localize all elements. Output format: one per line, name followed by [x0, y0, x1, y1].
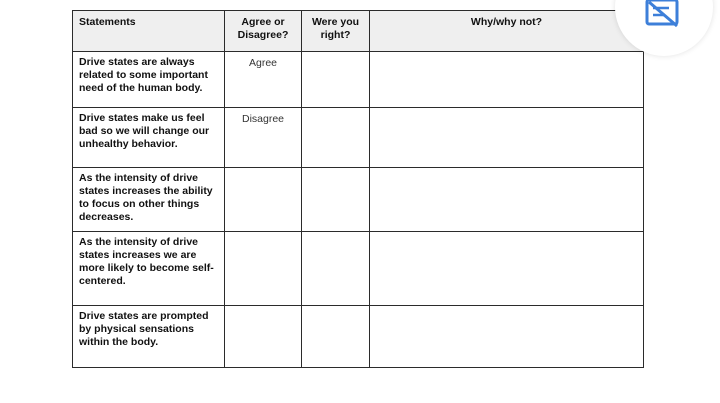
notes-off-icon — [645, 0, 681, 28]
statement-cell: Drive states are prompted by physical sensations within the body. — [73, 306, 225, 368]
header-agree-disagree: Agree or Disagree? — [225, 11, 302, 52]
why-cell[interactable] — [370, 306, 644, 368]
header-statements: Statements — [73, 11, 225, 52]
agree-disagree-cell[interactable] — [225, 168, 302, 232]
header-row — [73, 11, 644, 52]
table-row — [73, 52, 644, 108]
agree-disagree-cell[interactable]: Agree — [225, 52, 302, 108]
were-you-right-cell[interactable] — [302, 52, 370, 108]
header-why: Why/why not? — [370, 11, 644, 52]
table-row — [73, 108, 644, 168]
statement-cell: As the intensity of drive states increases the ability to focus on other things decreases. — [73, 168, 225, 232]
why-cell[interactable] — [370, 52, 644, 108]
table-row — [73, 306, 644, 368]
were-you-right-cell[interactable] — [302, 232, 370, 306]
statement-cell: Drive states are always related to some important need of the human body. — [73, 52, 225, 108]
agree-disagree-cell[interactable] — [225, 306, 302, 368]
why-cell[interactable] — [370, 168, 644, 232]
header-were-you-right: Were you right? — [302, 11, 370, 52]
table-row — [73, 168, 644, 232]
agree-disagree-cell[interactable] — [225, 232, 302, 306]
why-cell[interactable] — [370, 108, 644, 168]
were-you-right-cell[interactable] — [302, 168, 370, 232]
were-you-right-cell[interactable] — [302, 306, 370, 368]
why-cell[interactable] — [370, 232, 644, 306]
worksheet-table — [72, 10, 644, 368]
agree-disagree-cell[interactable]: Disagree — [225, 108, 302, 168]
were-you-right-cell[interactable] — [302, 108, 370, 168]
statement-cell: Drive states make us feel bad so we will change our unhealthy behavior. — [73, 108, 225, 168]
statement-cell: As the intensity of drive states increases we are more likely to become self-centered. — [73, 232, 225, 306]
table-row — [73, 232, 644, 306]
